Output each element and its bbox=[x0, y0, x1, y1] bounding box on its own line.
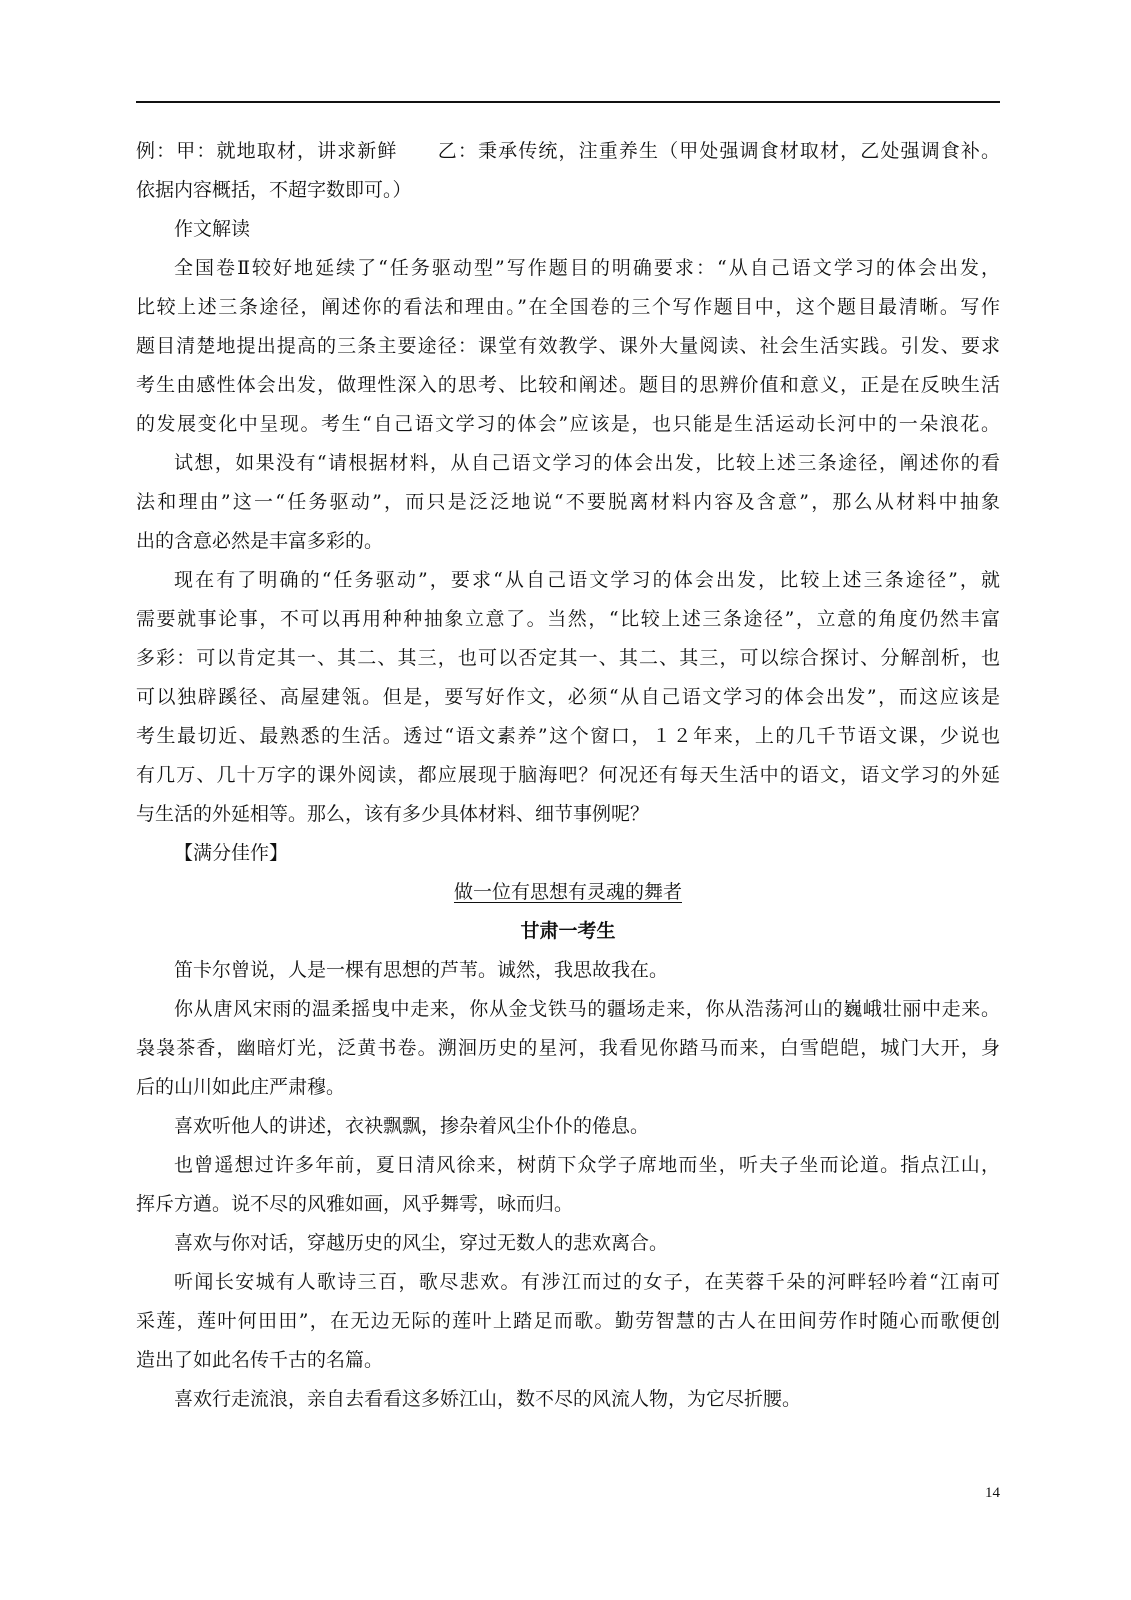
text-line: 造出了如此名传千古的名篇。 bbox=[136, 1349, 384, 1371]
text-line: 袅袅茶香，幽暗灯光，泛黄书卷。溯洄历史的星河，我看见你踏马而来，白雪皑皑，城门大开，身 bbox=[136, 1037, 1000, 1059]
text-line: 现在有了明确的“任务驱动”，要求“从自己语文学习的体会出发，比较上述三条途径”，就 bbox=[174, 569, 1000, 591]
text-line: 听闻长安城有人歌诗三百，歌尽悲欢。有涉江而过的女子，在芙蓉千朵的河畔轻吟着“江南可 bbox=[174, 1271, 1000, 1293]
text-line: 的发展变化中呈现。考生“自己语文学习的体会”应该是，也只能是生活运动长河中的一朵浪花。 bbox=[136, 413, 1000, 435]
text-line: 比较上述三条途径，阐述你的看法和理由。”在全国卷的三个写作题目中，这个题目最清晰。写作 bbox=[136, 296, 1000, 318]
text-line: 出的含意必然是丰富多彩的。 bbox=[136, 530, 384, 552]
text-line: 多彩：可以肯定其一、其二、其三，也可以否定其一、其二、其三，可以综合探讨、分解剖析，也 bbox=[136, 647, 1000, 669]
text-line: 甘肃一考生 bbox=[520, 920, 616, 942]
text-line: 做一位有思想有灵魂的舞者 bbox=[453, 881, 682, 903]
header-rule bbox=[136, 101, 1000, 103]
text-line: 试想，如果没有“请根据材料，从自己语文学习的体会出发，比较上述三条途径，阐述你的看 bbox=[174, 452, 1000, 474]
text-line: 全国卷Ⅱ较好地延续了“任务驱动型”写作题目的明确要求：“从自己语文学习的体会出发， bbox=[174, 257, 1000, 279]
text-line: 需要就事论事，不可以再用种种抽象立意了。当然，“比较上述三条途径”，立意的角度仍然丰富 bbox=[136, 608, 1000, 630]
text-line: 喜欢听他人的讲述，衣袂飘飘，掺杂着风尘仆仆的倦息。 bbox=[174, 1115, 650, 1137]
text-line: 你从唐风宋雨的温柔摇曳中走来，你从金戈铁马的疆场走来，你从浩荡河山的巍峨壮丽中走来。 bbox=[174, 998, 1000, 1020]
text-line: 考生最切近、最熟悉的生活。透过“语文素养”这个窗口，１２年来，上的几千节语文课，少说也 bbox=[136, 725, 1000, 747]
text-line: 可以独辟蹊径、高屋建瓴。但是，要写好作文，必须“从自己语文学习的体会出发”，而这应该是 bbox=[136, 686, 1000, 708]
text-line: 后的山川如此庄严肃穆。 bbox=[136, 1076, 346, 1098]
text-line: 与生活的外延相等。那么，该有多少具体材料、细节事例呢？ bbox=[136, 803, 650, 825]
page-number: 14 bbox=[985, 1485, 1000, 1501]
text-line: 喜欢与你对话，穿越历史的风尘，穿过无数人的悲欢离合。 bbox=[174, 1232, 669, 1254]
text-line: 作文解读 bbox=[174, 218, 251, 240]
text-line: 法和理由”这一“任务驱动”，而只是泛泛地说“不要脱离材料内容及含意”，那么从材料中抽象 bbox=[136, 491, 1000, 513]
text-line: 有几万、几十万字的课外阅读，都应展现于脑海吧？何况还有每天生活中的语文，语文学习的外延 bbox=[136, 764, 1000, 786]
text-line: 喜欢行走流浪，亲自去看看这多娇江山，数不尽的风流人物，为它尽折腰。 bbox=[174, 1388, 802, 1410]
text-line: 笛卡尔曾说，人是一棵有思想的芦苇。诚然，我思故我在。 bbox=[174, 959, 669, 981]
text-line: 例：甲：就地取材，讲求新鲜 乙：秉承传统，注重养生（甲处强调食材取材，乙处强调食补。 bbox=[136, 140, 1000, 162]
text-line: 采莲，莲叶何田田”，在无边无际的莲叶上踏足而歌。勤劳智慧的古人在田间劳作时随心而歌便创 bbox=[136, 1310, 1000, 1332]
text-line: 依据内容概括，不超字数即可。） bbox=[136, 179, 412, 201]
text-line: 考生由感性体会出发，做理性深入的思考、比较和阐述。题目的思辨价值和意义，正是在反映生活 bbox=[136, 374, 1000, 396]
text-line: 题目清楚地提出提高的三条主要途径：课堂有效教学、课外大量阅读、社会生活实践。引发、要求 bbox=[136, 335, 1000, 357]
text-line: 也曾遥想过许多年前，夏日清风徐来，树荫下众学子席地而坐，听夫子坐而论道。指点江山， bbox=[174, 1154, 1000, 1176]
text-line: 【满分佳作】 bbox=[174, 842, 289, 864]
text-line: 挥斥方遒。说不尽的风雅如画，风乎舞雩，咏而归。 bbox=[136, 1193, 574, 1215]
document-body bbox=[136, 132, 1000, 1419]
